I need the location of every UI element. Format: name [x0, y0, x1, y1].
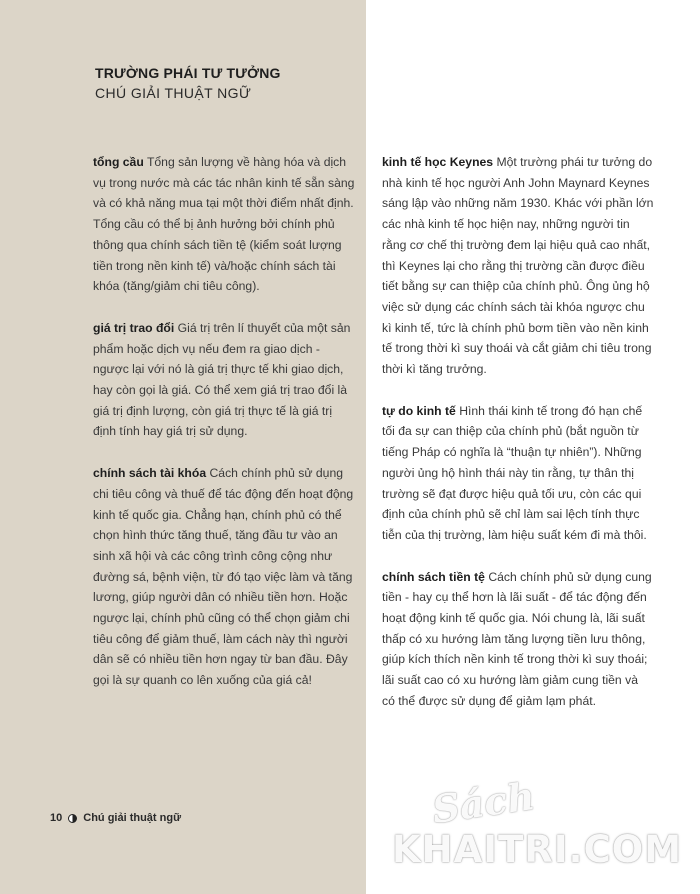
glossary-term: kinh tế học Keynes [382, 155, 494, 169]
page-heading [95, 64, 281, 102]
glossary-term: chính sách tiền tệ [382, 569, 485, 584]
glossary-entry [382, 567, 654, 712]
glossary-entry [382, 152, 654, 380]
glossary-term: tự do kinh tế [382, 403, 456, 418]
page-title: TRƯỜNG PHÁI TƯ TƯỞNG [95, 65, 281, 81]
page-subtitle: CHÚ GIẢI THUẬT NGỮ [95, 85, 252, 101]
glossary-term: tổng cầu [93, 155, 144, 169]
glossary-definition: Tổng sản lượng về hàng hóa và dịch vụ trong nước mà các tác nhân kinh tế sẵn sàng và có khả năng mua tại một thời điểm nhất định. Tổng cầu có thể bị ảnh hưởng bởi chính phủ thông qua chính sách tiền tệ (kiểm soát lượng tiền trong nền kinh tế) và/hoặc chính sách tài khóa (tăng/giảm chi tiêu công). [93, 155, 355, 294]
glossary-entry [93, 463, 355, 691]
glossary-column-left [93, 152, 355, 712]
glossary-definition: Giá trị trên lí thuyết của một sản phẩm hoặc dịch vụ nếu đem ra giao dịch - ngược lại với nó là giá trị thực tế khi giao dịch, hay còn gọi là giá. Có thể xem giá trị trao đổi là giá trị định lượng, còn giá trị thực tế là giá trị định tính hay giá trị sử dụng. [93, 320, 351, 439]
watermark-brand-text: KHAITRI.COM [392, 828, 683, 871]
glossary-definition: Một trường phái tư tưởng do nhà kinh tế học người Anh John Maynard Keynes sáng lập vào những năm 1930. Khác với phần lớn các nhà kinh tế học hiện nay, những người tin rằng cơ chế thị trường đem lại hiệu quả cao nhất, thì Keynes lại cho rằng thị trường cần được điều tiết bằng sự can thiệp của chính phủ. Ông ủng hộ việc sử dụng các chính sách tài khóa ngược chu kì kinh tế, tức là chính phủ bơm tiền vào nền kinh tế trong thời kì suy thoái và cắt giảm chi tiêu trong thời kì tăng trưởng. [382, 155, 654, 377]
page-number: 10 [50, 812, 63, 824]
glossary-term: giá trị trao đổi [93, 320, 175, 335]
watermark-logo [392, 773, 692, 880]
page-footer [50, 812, 181, 824]
glossary-definition: Hình thái kinh tế trong đó hạn chế tối đa sự can thiệp của chính phủ (bắt nguồn từ tiếng Pháp có nghĩa là “thuận tự nhiên”). Những người ủng hộ hình thái này tin rằng, tự thân thị trường sẽ đạt được hiệu quả tối ưu, còn các qui định của chính phủ sẽ chỉ làm sai lệch tính thực tiễn của thị trường, làm hiệu suất kém đi mà thôi. [382, 403, 647, 542]
glossary-entry [93, 318, 355, 442]
glossary-entry [93, 152, 355, 297]
glossary-definition: Cách chính phủ sử dụng cung tiền - hay cụ thể hơn là lãi suất - để tác động đến hoạt động kinh tế quốc gia. Nói chung là, lãi suất thấp có xu hướng làm tăng lượng tiền lưu thông, giúp kích thích nền kinh tế trong thời kì suy thoái; lãi suất cao có xu hướng làm giảm cung tiền và có thể được sử dụng để giảm lạm phát. [382, 569, 652, 708]
watermark-script-text: Sách [429, 773, 538, 832]
glossary-definition: Cách chính phủ sử dụng chi tiêu công và thuế để tác động đến hoạt động kinh tế quốc gia. Chẳng hạn, chính phủ có thể chọn hình thức tăng thuế, tăng đầu tư vào an sinh xã hội và các công trình công cộng như đường sá, bệnh viện, từ đó tạo việc làm và tăng lương, giúp người dân có nhiều tiền hơn. Hoặc ngược lại, chính phủ cũng có thể chọn giảm chi tiêu công để giảm thuế, làm cách này thì người dân sẽ có nhiều tiền hơn ngay từ ban đầu. Đây gọi là sự quanh co lên xuống của giá cả! [93, 466, 354, 688]
footer-section-label: Chú giải thuật ngữ [83, 812, 182, 824]
glossary-term: chính sách tài khóa [93, 466, 207, 481]
glossary-entry [382, 401, 654, 546]
glossary-column-right [382, 152, 654, 733]
half-circle-icon [68, 814, 77, 823]
